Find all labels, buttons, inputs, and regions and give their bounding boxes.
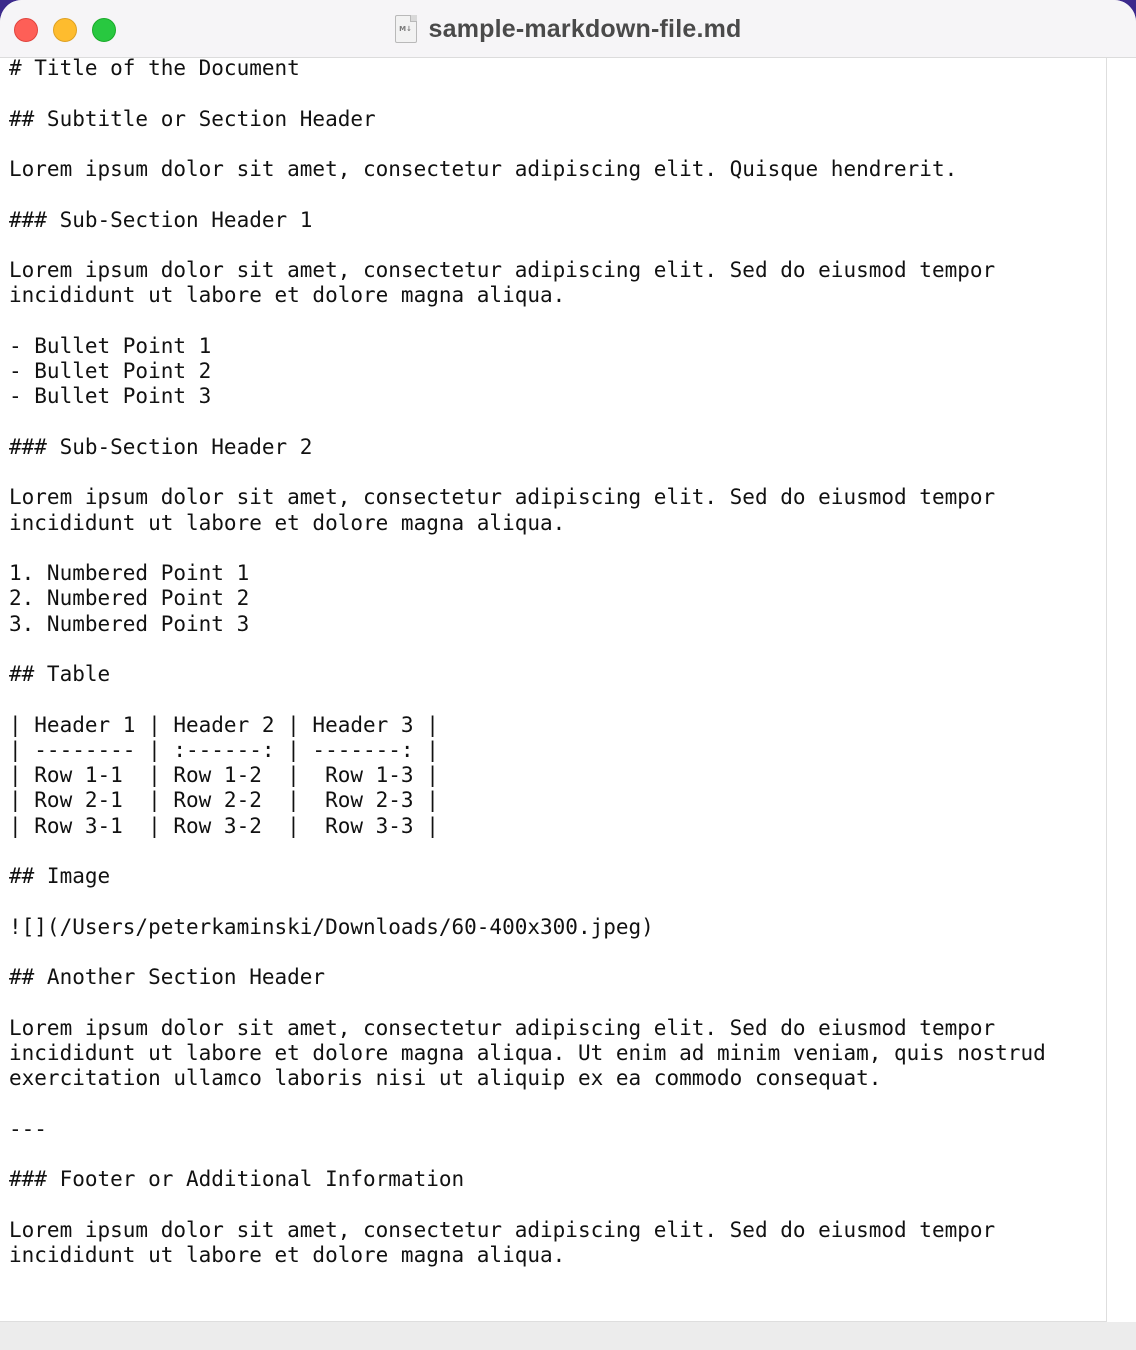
- document-line: [9, 637, 22, 661]
- document-line: Lorem ipsum dolor sit amet, consectetur adipiscing elit. Sed do eiusmod tempor: [9, 258, 996, 282]
- document-line: ### Sub-Section Header 1: [9, 207, 313, 232]
- document-line: [9, 182, 22, 206]
- document-line: ### Footer or Additional Information: [9, 1167, 465, 1191]
- title-bar[interactable]: [0, 0, 1136, 58]
- document-line: [9, 1192, 22, 1216]
- window-bottom-edge: [0, 1322, 1136, 1350]
- document-line: incididunt ut labore et dolore magna aliqua.: [9, 283, 566, 308]
- document-line: # Title of the Document: [9, 58, 300, 80]
- document-line: incididunt ut labore et dolore magna aliqua.: [9, 510, 566, 535]
- document-line: 2. Numbered Point 2: [9, 586, 250, 611]
- document-line: [9, 309, 22, 333]
- document-line: | Row 2-1 | Row 2-2 | Row 2-3 |: [9, 788, 439, 813]
- document-line: incididunt ut labore et dolore magna aliqua.: [9, 1242, 566, 1267]
- text-editor[interactable]: [0, 58, 1107, 1322]
- title-group: [0, 0, 1136, 58]
- document-line: [9, 1142, 22, 1166]
- document-line: - Bullet Point 3: [9, 384, 212, 409]
- document-line: [9, 990, 22, 1014]
- document-line: | Row 1-1 | Row 1-2 | Row 1-3 |: [9, 763, 439, 787]
- document-line: exercitation ullamco laboris nisi ut aliquip ex ea commodo consequat.: [9, 1066, 882, 1090]
- document-line: ## Table: [9, 662, 111, 686]
- document-line: Lorem ipsum dolor sit amet, consectetur adipiscing elit. Sed do eiusmod tempor: [9, 485, 996, 510]
- document-line: - Bullet Point 2: [9, 359, 212, 383]
- document-line: [9, 839, 22, 863]
- document-line: Lorem ipsum dolor sit amet, consectetur adipiscing elit. Quisque hendrerit.: [9, 157, 958, 181]
- document-line: Lorem ipsum dolor sit amet, consectetur adipiscing elit. Sed do eiusmod tempor: [9, 1015, 996, 1040]
- markdown-file-icon[interactable]: [395, 15, 417, 43]
- document-line: | -------- | :------: | -------: |: [9, 737, 439, 762]
- document-line: Lorem ipsum dolor sit amet, consectetur adipiscing elit. Sed do eiusmod tempor: [9, 1217, 996, 1242]
- file-badge: M↓: [399, 25, 412, 33]
- window-title: sample-markdown-file.md: [428, 14, 742, 43]
- document-line: [9, 1091, 22, 1115]
- document-line: [9, 889, 22, 913]
- document-line: | Row 3-1 | Row 3-2 | Row 3-3 |: [9, 813, 439, 838]
- document-line: [9, 132, 22, 156]
- document-line: [9, 536, 22, 560]
- document-line: incididunt ut labore et dolore magna aliqua. Ut enim ad minim veniam, quis nostrud: [9, 1040, 1046, 1065]
- scrollbar-track[interactable]: [1107, 58, 1136, 1322]
- document-text[interactable]: [9, 58, 1046, 1268]
- document-line: - Bullet Point 1: [9, 333, 212, 358]
- document-line: [9, 233, 22, 257]
- document-line: [9, 687, 22, 711]
- document-line: [9, 460, 22, 484]
- document-line: ### Sub-Section Header 2: [9, 434, 313, 459]
- document-line: 1. Numbered Point 1: [9, 561, 250, 585]
- document-line: ## Image: [9, 864, 111, 888]
- document-line: [9, 410, 22, 434]
- document-line: ## Another Section Header: [9, 965, 326, 989]
- document-line: [9, 940, 22, 964]
- document-line: 3. Numbered Point 3: [9, 611, 250, 636]
- document-line: ![](/Users/peterkaminski/Downloads/60-400x300.jpeg): [9, 914, 654, 939]
- document-line: [9, 81, 22, 105]
- document-line: ## Subtitle or Section Header: [9, 106, 376, 131]
- document-line: | Header 1 | Header 2 | Header 3 |: [9, 712, 439, 737]
- document-line: ---: [9, 1116, 47, 1141]
